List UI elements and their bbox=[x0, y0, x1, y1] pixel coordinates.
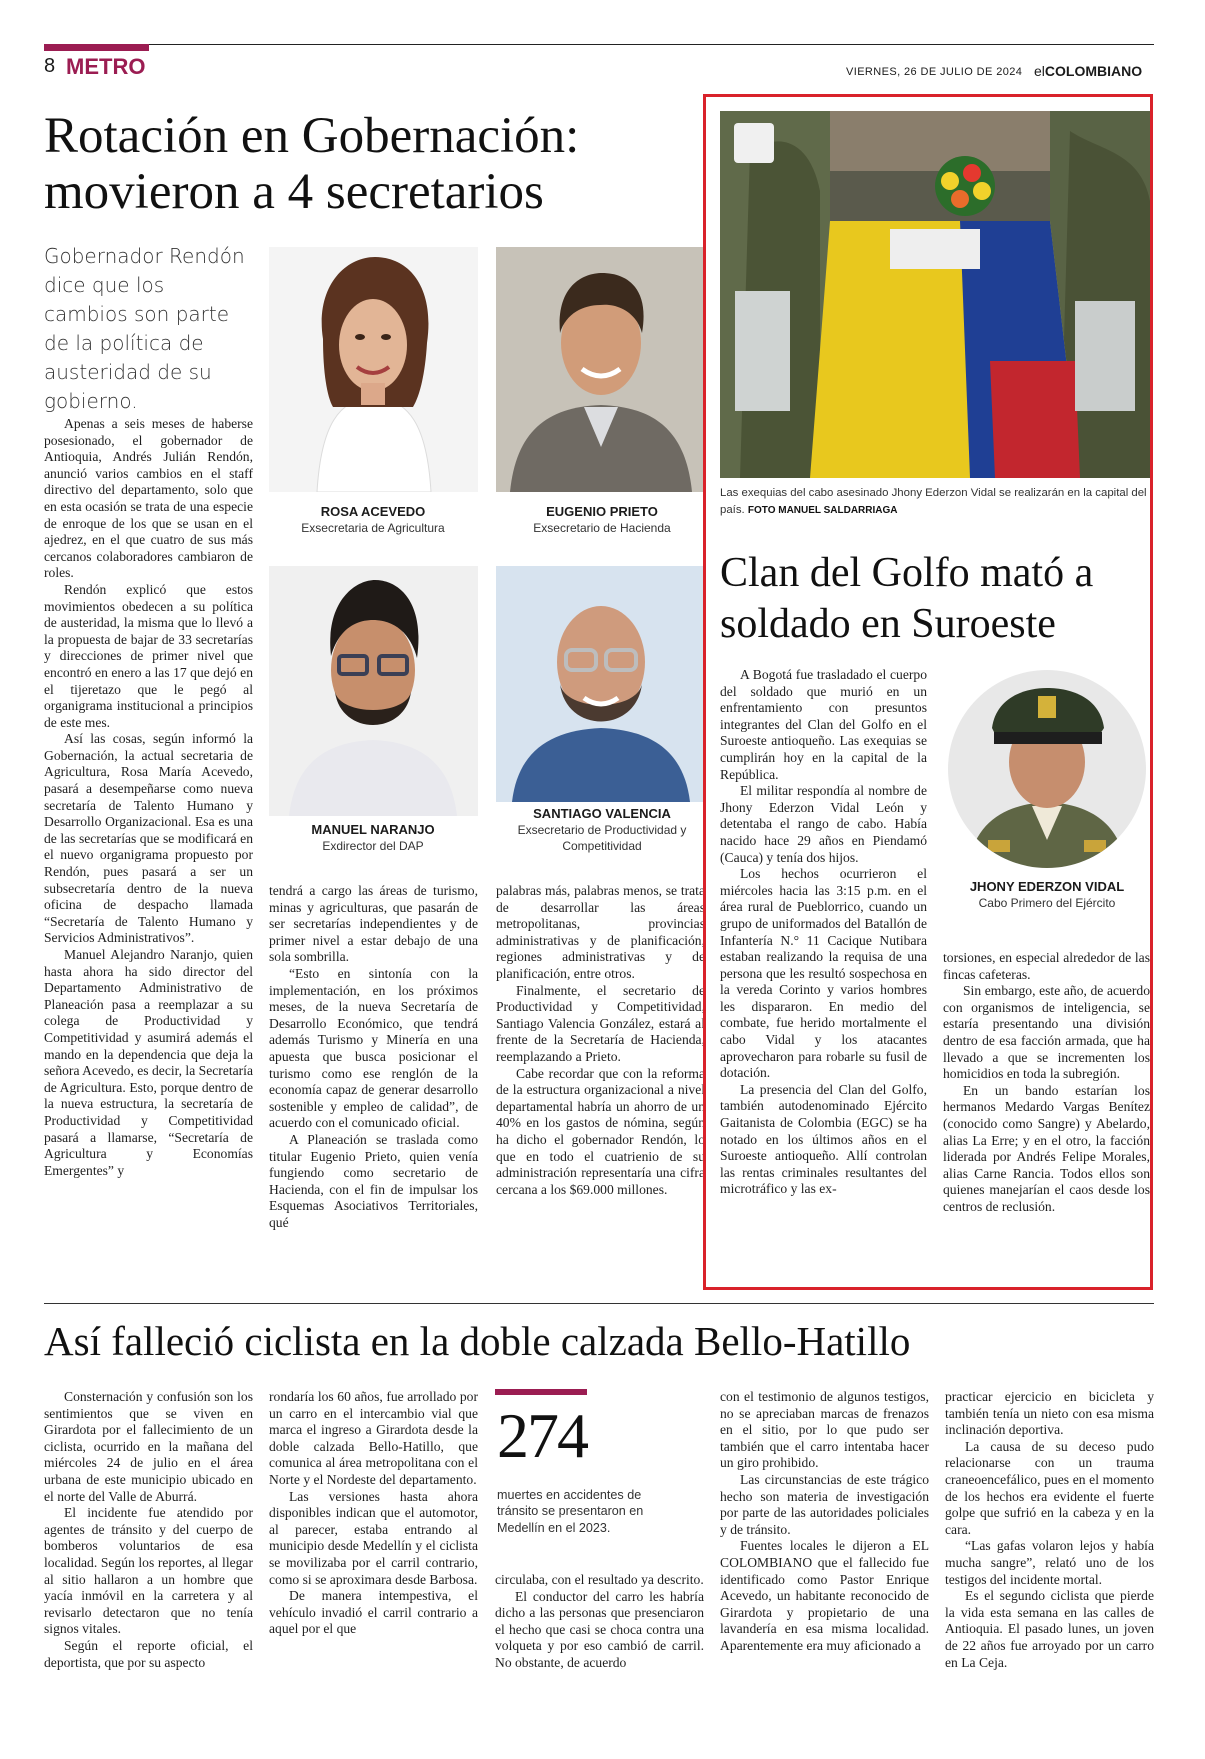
paragraph: Manuel Alejandro Naranjo, quien hasta ahora ha sido director del Departamento Administrativo de Planeación pasa a reemplazar a su colega de Productividad y Competitividad y asumirá además el mando en la dependencia que deja la señora Acevedo, es decir, la Secretaría de Agricultura. Esto, porque dentro de la nueva estructura, la secretaría de Productividad y Competitividad pasará a llamarse, “Secretaría de Agricultura y Economías Emergentes” y bbox=[44, 947, 253, 1178]
official-caption-4 bbox=[492, 806, 712, 854]
main-kicker: Gobernador Rendón dice que los cambios son parte de la política de austeridad de su gobierno. bbox=[44, 244, 245, 413]
paragraph: Las circunstancias de este trágico hecho son materia de investigación por parte de las autoridades policiales y de tránsito. bbox=[720, 1471, 929, 1537]
main-article-column-3 bbox=[496, 883, 705, 1198]
paragraph: Rendón explicó que estos movimientos obedecen a su política de austeridad, la misma que lo llevó a la propuesta de bajar de 33 secretarías y direcciones de primer nivel que encontró en enero a las 17 que dejó en el tijeretazo que le pegó al organigrama institucional a principios de este mes. bbox=[44, 581, 253, 730]
stat-description: muertes en accidentes de tránsito se presentaron en Medellín en el 2023. bbox=[497, 1488, 644, 1535]
section-divider bbox=[44, 1303, 1154, 1304]
paragraph: con el testimonio de algunos testigos, no se apreciaban marcas de frenazos en el sitio, por lo que pudo ser también que el carro intentaba hacer un giro prohibido. bbox=[720, 1389, 929, 1471]
eugenio-prieto-photo bbox=[496, 247, 706, 492]
official-role: Exsecretario de Hacienda bbox=[533, 521, 671, 535]
official-caption-1 bbox=[262, 504, 484, 536]
main-article-column-2 bbox=[269, 883, 478, 1231]
paragraph: El conductor del carro les habría dicho a las personas que presenciaron el hecho que casi se choca contra una volqueta y por eso cambió de carril. No obstante, de acuerdo bbox=[495, 1588, 704, 1670]
soldier-name: JHONY EDERZON VIDAL bbox=[969, 879, 1125, 894]
paragraph: Finalmente, el secretario de Productividad y Competitividad, Santiago Valencia González, estará al frente de la Secretaría de Hacienda, reemplazando a Prieto. bbox=[496, 982, 705, 1064]
soldier-caption bbox=[945, 879, 1149, 911]
paragraph: El incidente fue atendido por agentes de tránsito y del cuerpo de bomberos voluntarios de esa localidad. Según los reportes, al llegar al sitio hallaron a un hombre que yacía inmóvil en la carretera y al revisarlo detectaron que no tenía signos vitales. bbox=[44, 1505, 253, 1637]
official-role: Exdirector del DAP bbox=[322, 839, 424, 853]
rosa-acevedo-photo bbox=[269, 247, 478, 492]
official-name: SANTIAGO VALENCIA bbox=[533, 806, 671, 821]
bottom-article-column-5 bbox=[945, 1389, 1154, 1671]
paragraph: Consternación y confusión son los sentimientos que se viven en Girardota por el fallecimiento de un ciclista, ocurrido en la mañana del miércoles 24 de julio en el área urbana de este municipio ubicado en el norte del Valle de Aburrá. bbox=[44, 1389, 253, 1504]
issue-date: VIERNES, 26 DE JULIO DE 2024 bbox=[846, 66, 1023, 78]
paragraph: Apenas a seis meses de haberse posesionado, el gobernador de Antioquia, Andrés Julián Rendón, anunció varios cambios en el staff directivo del departamento, solo que en esta ocasión se trata de una especie de enroque de los que se usan en el ajedrez, en el que cuatro de sus más cercanos colaboradores cambiaron de roles. bbox=[44, 416, 253, 581]
paragraph: Es el segundo ciclista que pierde la vida esta semana en las calles de Antioquia. El pasado lunes, un joven de 22 años fue arroyado por un carro en La Ceja. bbox=[945, 1588, 1154, 1670]
manuel-naranjo-photo bbox=[269, 566, 478, 816]
header-rule bbox=[44, 44, 1154, 45]
photo-caption-text: Las exequias del cabo asesinado Jhony Ederzon Vidal se realizarán en la capital del país. bbox=[720, 487, 1147, 516]
official-name: ROSA ACEVEDO bbox=[320, 504, 426, 519]
paragraph: En un bando estarían los hermanos Medardo Vargas Benítez (conocido como Sangre) y Abelardo, alias La Erre; y en el otro, la facción liderada por Andrés Felipe Morales, alias Carne Rancia. Todos ellos son quienes manejarían el caos desde los centros de reclusión. bbox=[943, 1082, 1150, 1214]
paragraph: torsiones, en especial alrededor de las fincas cafeteras. bbox=[943, 950, 1150, 982]
bottom-article-column-2 bbox=[269, 1389, 478, 1638]
paragraph: palabras más, palabras menos, se trata de desarrollar las áreas metropolitanas, provincias administrativas y de planificación, regiones administrativas y de planificación, entre otros. bbox=[496, 883, 705, 981]
section-color-bar bbox=[44, 44, 149, 51]
photo-credit: FOTO MANUEL SALDARRIAGA bbox=[747, 505, 898, 516]
paragraph: La presencia del Clan del Golfo, también autodenominado Ejército Gaitanista de Colombia (EGC) se ha notado en los últimos años en el Suroeste antioqueño. Allí controlan las rentas criminales resultantes del microtráfico y las ex- bbox=[720, 1081, 927, 1197]
bottom-article-column-1 bbox=[44, 1389, 253, 1671]
official-role: Exsecretaria de Agricultura bbox=[301, 521, 445, 535]
santiago-valencia-photo bbox=[496, 566, 706, 802]
paragraph: Sin embargo, este año, de acuerdo con organismos de inteligencia, se estaría presentando una división dentro de esa facción armada, que ha llevado a que se incrementen los homicidios en toda la subregión. bbox=[943, 983, 1150, 1082]
newspaper-logo bbox=[1034, 64, 1142, 78]
official-caption-3 bbox=[262, 822, 484, 854]
paragraph: A Planeación se traslada como titular Eugenio Prieto, quien venía fungiendo como secretario de Hacienda, con el fin de impulsar los Esquemas Asociativos Territoriales, qué bbox=[269, 1131, 478, 1230]
bottom-headline: Así falleció ciclista en la doble calzada Bello-Hatillo bbox=[44, 1318, 911, 1364]
paragraph: tendrá a cargo las áreas de turismo, minas y agriculturas, que pasarán de ser secretarías independientes y de primer nivel a estar debajo de una sola sombrilla. bbox=[269, 883, 478, 965]
official-name: MANUEL NARANJO bbox=[311, 822, 435, 837]
paragraph: circulaba, con el resultado ya descrito. bbox=[495, 1572, 704, 1587]
official-name: EUGENIO PRIETO bbox=[546, 504, 658, 519]
box-article-column-1 bbox=[720, 667, 927, 1198]
soldier-portrait bbox=[948, 670, 1146, 868]
paragraph: “Esto en sintonía con la implementación, en los próximos meses, de la nueva Secretaría de Desarrollo Económico, que tendrá además Turismo y Minería en una apuesta que busca posicionar el turismo como ese renglón de la economía capaz de generar desarrollo sostenible y empleo de calidad”, de acuerdo con el comunicado oficial. bbox=[269, 965, 478, 1131]
brand-name: COLOMBIANO bbox=[1044, 63, 1143, 79]
official-role: Exsecretario de Productividad y Competitividad bbox=[517, 823, 687, 853]
soldier-role: Cabo Primero del Ejército bbox=[978, 896, 1116, 910]
main-headline: Rotación en Gobernación: movieron a 4 secretarios bbox=[44, 108, 580, 220]
bottom-article-column-4 bbox=[720, 1389, 929, 1655]
paragraph: Según el reporte oficial, el deportista, que por su aspecto bbox=[44, 1637, 253, 1670]
stat-accent-bar bbox=[495, 1389, 587, 1395]
paragraph: El militar respondía al nombre de Jhony Ederzon Vidal León y detentaba el rango de cabo. Había nacido hace 29 años en Piendamó (Cauca) y tenía dos hijos. bbox=[720, 783, 927, 865]
page-number: 8 bbox=[44, 55, 56, 77]
paragraph: De manera intempestiva, el vehículo invadió el carril contrario a aquel por el que bbox=[269, 1588, 478, 1637]
paragraph: Las versiones hasta ahora disponibles indican que el automotor, al parecer, estaba entrando al municipio desde Medellín y el ciclista se movilizaba por el carril contrario, como si se aproximara desde Barbosa. bbox=[269, 1488, 478, 1587]
paragraph: practicar ejercicio en bicicleta y también tenía un nieto con esa misma inclinación deportiva. bbox=[945, 1389, 1154, 1438]
funeral-photo-caption bbox=[720, 485, 1150, 519]
paragraph: “Las gafas volaron lejos y había mucha sangre”, relató uno de los testigos del incidente mortal. bbox=[945, 1538, 1154, 1587]
brand-prefix: el bbox=[1034, 63, 1045, 79]
section-label: METRO bbox=[66, 54, 146, 79]
paragraph: Cabe recordar que con la reforma de la estructura organizacional a nivel departamental habría un ahorro de un 40% en los gastos de nómina, según ha dicho el gobernador Rendón, lo que en todo el cuatrienio de su administración representaría una cifra cercana a los $69.000 millones. bbox=[496, 1065, 705, 1197]
paragraph: La causa de su deceso pudo relacionarse con un trauma craneoencefálico, pues en el momento de los hechos era evidente el fuerte golpe que sufrió en la cabeza y en la cara. bbox=[945, 1438, 1154, 1537]
paragraph: Los hechos ocurrieron el miércoles hacia las 3:15 p.m. en el área rural de Pueblorrico, cuando un grupo de uniformados del Batallón de Infantería N.° 11 Cacique Nutibara estaban realizando la requisa de una persona que les resultó sospechosa en la vereda Corinto y varios hombres les dispararon. En medio del combate, fue herido mortalmente el cabo Vidal y los atacantes aprovecharon para robarle su fusil de dotación. bbox=[720, 866, 927, 1081]
official-caption-2 bbox=[492, 504, 712, 536]
funeral-photo bbox=[720, 111, 1150, 478]
paragraph: Fuentes locales le dijeron a EL COLOMBIANO que el fallecido fue identificado como Pastor Enrique Acevedo, un habitante reconocido de Girardota y propietario de una lavandería en esa misma localidad. Aparentemente era muy aficionado a bbox=[720, 1538, 929, 1653]
paragraph: rondaría los 60 años, fue arrollado por un carro en el intercambio vial que marca el ingreso a Girardota desde la doble calzada Bello-Hatillo, que comunica al área metropolitana con el Norte y el Nordeste del departamento. bbox=[269, 1389, 478, 1487]
bottom-article-column-3 bbox=[495, 1572, 704, 1672]
box-headline: Clan del Golfo mató a soldado en Suroeste bbox=[720, 550, 1094, 647]
paragraph: A Bogotá fue trasladado el cuerpo del soldado que murió en un enfrentamiento con presuntos integrantes del Clan del Golfo en el Suroeste antioqueño. Las exequias se cumplirán hoy en la capital de la República. bbox=[720, 667, 927, 782]
box-article-column-2 bbox=[943, 950, 1150, 1216]
paragraph: Así las cosas, según informó la Gobernación, la actual secretaria de Agricultura, Rosa María Acevedo, pasará a desempeñarse como nueva secretaría de Talento Humano y Desarrollo Organizacional. Esa es una de las secretarías que se modificará en el nuevo organigrama propuesto por Rendón, pues pasará a ser un subsecretaría dentro de la nueva oficina de despacho llamada “Secretaría de Talento Humano y Servicios Administrativos”. bbox=[44, 731, 253, 946]
main-article-column-1 bbox=[44, 416, 253, 1179]
stat-number: 274 bbox=[497, 1400, 587, 1471]
